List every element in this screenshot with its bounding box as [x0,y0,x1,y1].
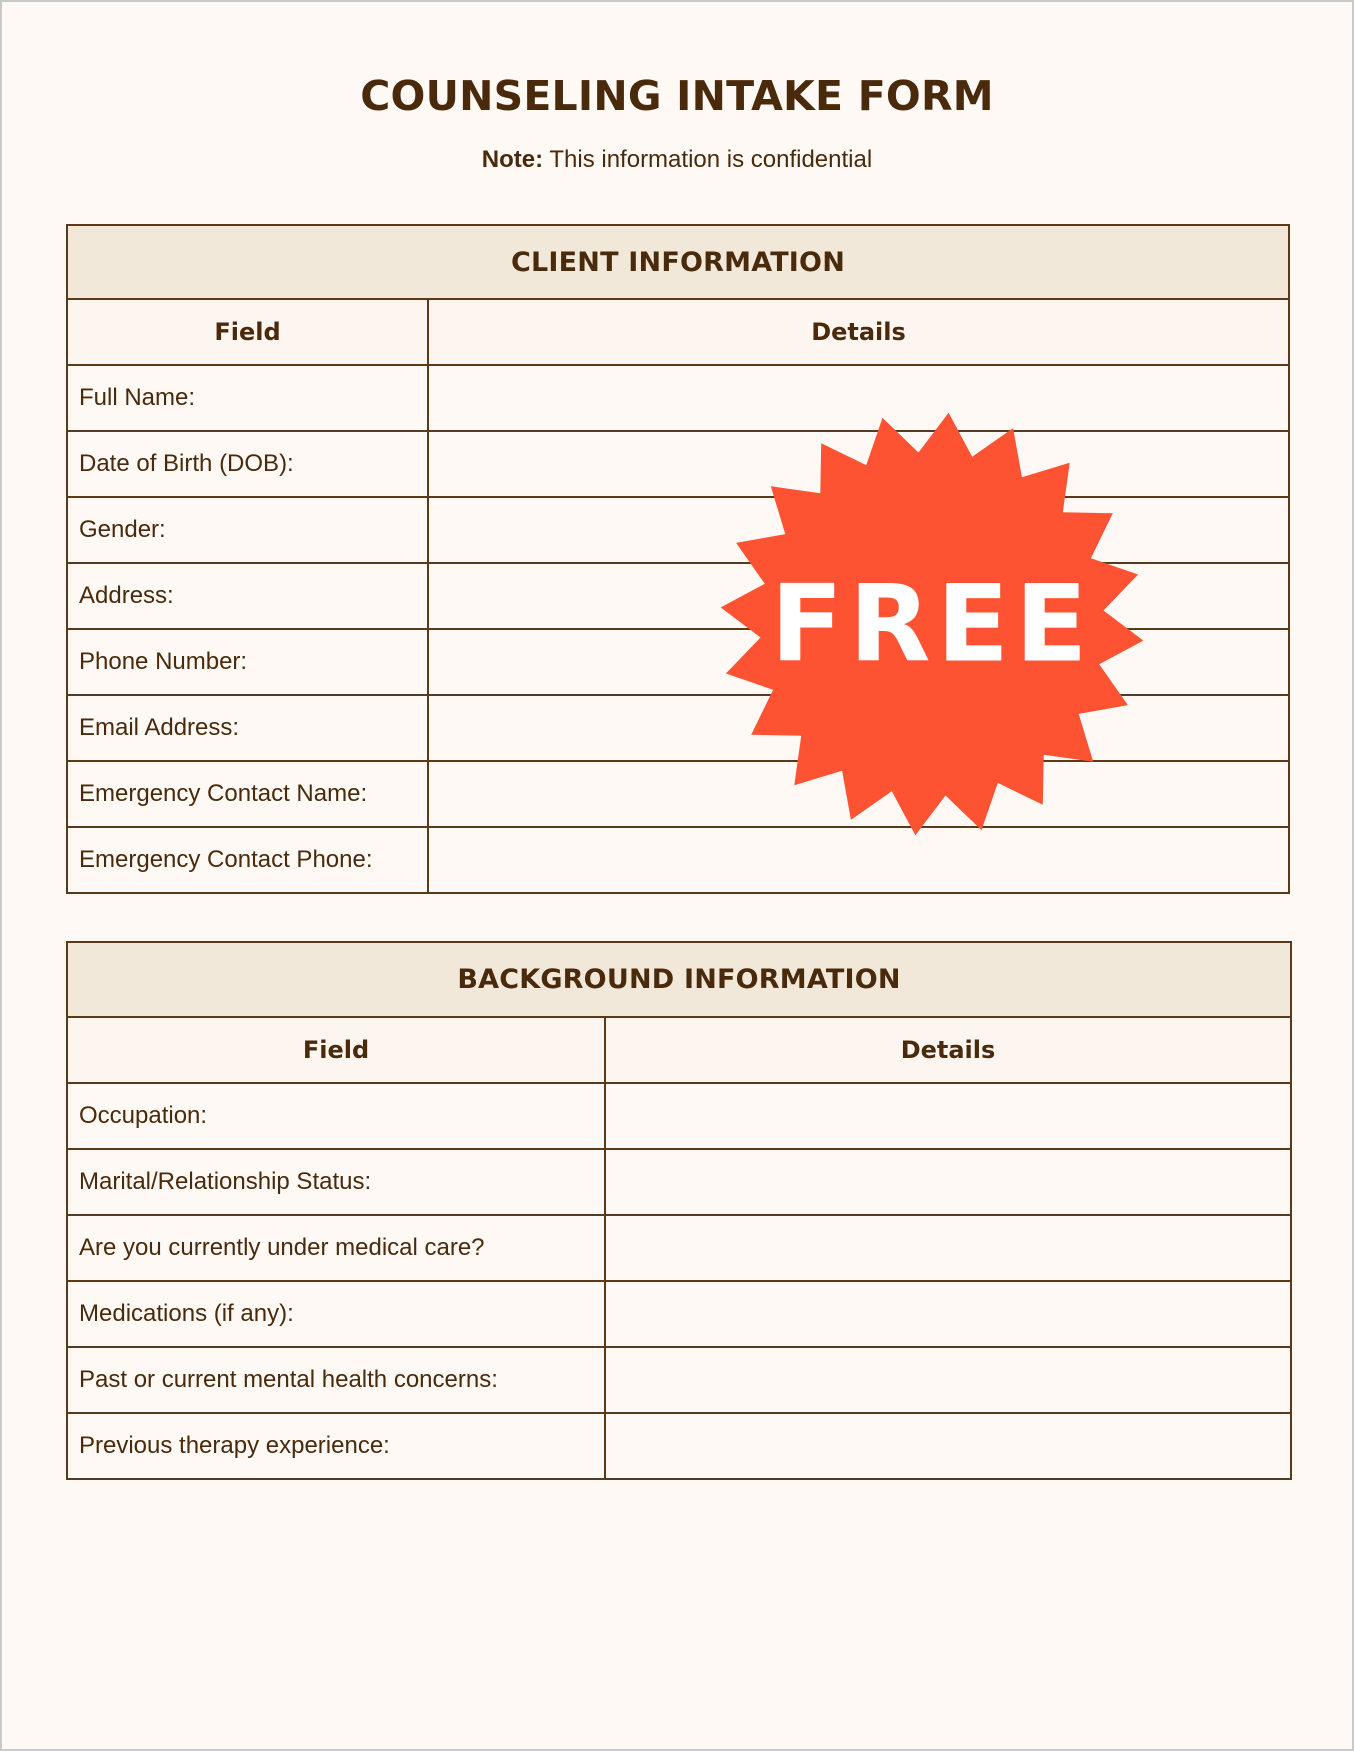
table-row [67,827,1289,893]
confidential-note [2,146,1352,174]
table-row [67,1215,1291,1281]
details-cell[interactable] [605,1215,1291,1281]
field-label: Medications (if any): [67,1281,605,1347]
free-badge [717,412,1147,836]
details-cell[interactable] [605,1083,1291,1149]
field-label: Email Address: [67,695,428,761]
background-information-table [66,941,1292,1480]
details-cell[interactable] [605,1281,1291,1347]
note-label: Note: [481,146,544,173]
details-cell[interactable] [605,1413,1291,1479]
details-cell[interactable] [605,1149,1291,1215]
field-label: Address: [67,563,428,629]
field-label: Full Name: [67,365,428,431]
page-title: COUNSELING INTAKE FORM [360,72,994,120]
details-cell[interactable] [605,1347,1291,1413]
field-label: Emergency Contact Name: [67,761,428,827]
column-header-field: Field [67,1017,605,1083]
details-cell[interactable] [428,827,1289,893]
client-section-heading: CLIENT INFORMATION [67,225,1289,299]
table-row [67,1083,1291,1149]
column-header-field: Field [67,299,428,365]
field-label: Gender: [67,497,428,563]
badge-text: FREE [770,562,1094,686]
field-label: Occupation: [67,1083,605,1149]
column-header-details: Details [605,1017,1291,1083]
field-label: Date of Birth (DOB): [67,431,428,497]
field-label: Phone Number: [67,629,428,695]
field-label: Previous therapy experience: [67,1413,605,1479]
table-row [67,1281,1291,1347]
background-section-heading: BACKGROUND INFORMATION [67,942,1291,1017]
starburst-icon [717,412,1147,836]
field-label: Emergency Contact Phone: [67,827,428,893]
field-label: Marital/Relationship Status: [67,1149,605,1215]
note-text: This information is confidential [543,146,873,173]
table-row [67,1149,1291,1215]
table-row [67,1413,1291,1479]
field-label: Past or current mental health concerns: [67,1347,605,1413]
column-header-details: Details [428,299,1289,365]
table-row [67,1347,1291,1413]
field-label: Are you currently under medical care? [67,1215,605,1281]
